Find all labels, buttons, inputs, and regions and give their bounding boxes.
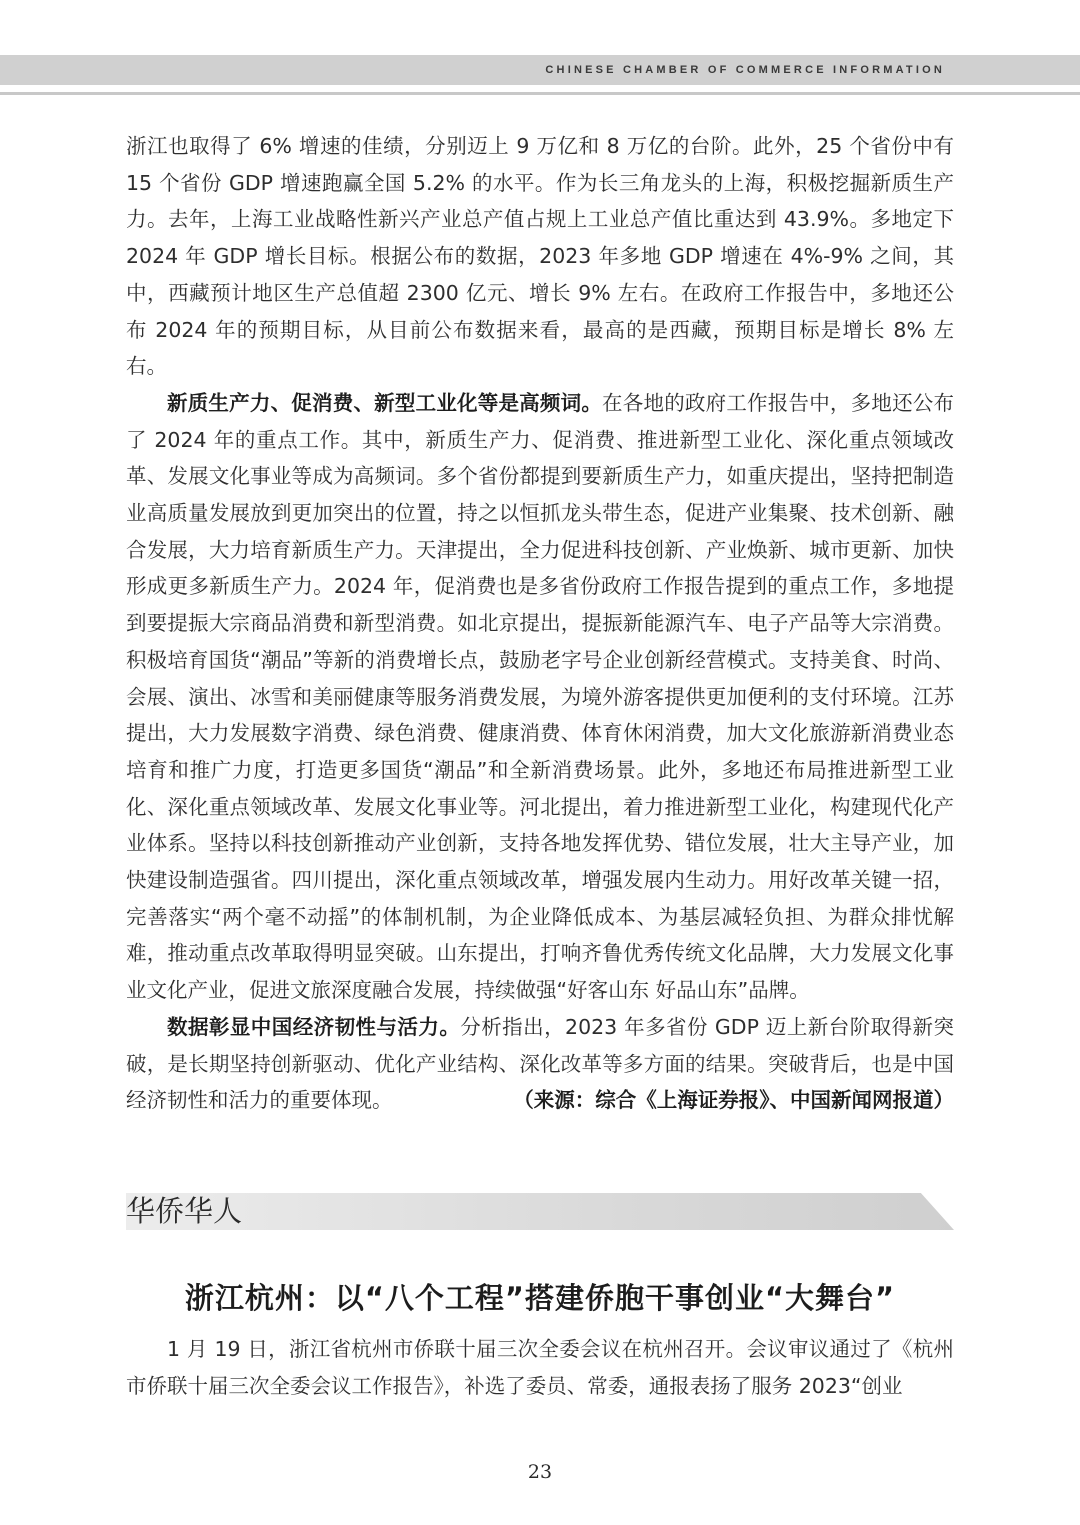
- paragraph: [126, 1009, 954, 1119]
- page-number: 23: [527, 1461, 553, 1483]
- source-citation: （来源：综合《上海证券报》、中国新闻网报道）: [513, 1088, 954, 1113]
- article-body: [126, 128, 954, 1119]
- paragraph: [126, 128, 954, 385]
- header-divider: [0, 92, 1080, 95]
- paragraph: [126, 1331, 954, 1404]
- running-header: CHINESE CHAMBER OF COMMERCE INFORMATION: [545, 64, 945, 76]
- article-body: [126, 1331, 954, 1404]
- paragraph-text: 浙江也取得了 6% 增速的佳绩，分别迈上 9 万亿和 8 万亿的台阶。此外，25 个省份中有 15 个省份 GDP 增速跑赢全国 5.2% 的水平。作为长三角龙头的上海，积极挖掘新质生产力。去年，上海工业战略性新兴产业总产值占规上工业总产值比重达到 43.9%。多地定下 2024 年 GDP 增长目标。根据公布的数据，2023 年多地 GDP 增速在 4%-9% 之间，其中，西藏预计地区生产总值超 2300 亿元、增长 9% 左右。在政府工作报告中，多地还公布 2024 年的预期目标，从目前公布数据来看，最高的是西藏，预期目标是增长 8% 左右。: [126, 134, 954, 379]
- paragraph-text: 分析指出，2023 年多省份 GDP 迈上新台阶取得新突破，是长期坚持创新驱动、优化产业结构、深化改革等多方面的结果。突破背后，也是中国经济韧性和活力的重要体现。: [126, 1014, 954, 1113]
- paragraph-lead: 数据彰显中国经济韧性与活力。: [167, 1014, 461, 1039]
- section-title: 华侨华人: [126, 1194, 243, 1228]
- paragraph-text: 在各地的政府工作报告中，多地还公布了 2024 年的重点工作。其中，新质生产力、促消费、推进新型工业化、深化重点领域改革、发展文化事业等成为高频词。多个省份都提到要新质生产力，如重庆提出，坚持把制造业高质量发展放到更加突出的位置，持之以恒抓龙头带生态，促进产业集聚、技术创新、融合发展，大力培育新质生产力。天津提出，全力促进科技创新、产业焕新、城市更新、加快形成更多新质生产力。2024 年，促消费也是多省份政府工作报告提到的重点工作，多地提到要提振大宗商品消费和新型消费。如北京提出，提振新能源汽车、电子产品等大宗消费。积极培育国货“潮品”等新的消费增长点，鼓励老字号企业创新经营模式。支持美食、时尚、会展、演出、冰雪和美丽健康等服务消费发展，为境外游客提供更加便利的支付环境。江苏提出，大力发展数字消费、绿色消费、健康消费、体育休闲消费，加大文化旅游新消费业态培育和推广力度，打造更多国货“潮品”和全新消费场景。此外，多地还布局推进新型工业化、深化重点领域改革、发展文化事业等。河北提出，着力推进新型工业化，构建现代化产业体系。坚持以科技创新推动产业创新，支持各地发挥优势、错位发展，壮大主导产业，加快建设制造强省。四川提出，深化重点领域改革，增强发展内生动力。用好改革关键一招，完善落实“两个毫不动摇”的体制机制，为企业降低成本、为基层减轻负担、为群众排忧解难，推动重点改革取得明显突破。山东提出，打响齐鲁优秀传统文化品牌，大力发展文化事业文化产业，促进文旅深度融合发展，持续做强“好客山东 好品山东”品牌。: [126, 390, 955, 1003]
- section-banner: [126, 1193, 954, 1230]
- paragraph: [126, 385, 954, 1009]
- paragraph-lead: 新质生产力、促消费、新型工业化等是高频词。: [167, 390, 603, 415]
- paragraph-text: 1 月 19 日，浙江省杭州市侨联十届三次全委会议在杭州召开。会议审议通过了《杭州市侨联十届三次全委会议工作报告》，补选了委员、常委，通报表扬了服务 2023“创业: [126, 1337, 954, 1398]
- article-title: 浙江杭州：以“八个工程”搭建侨胞干事创业“大舞台”: [184, 1281, 896, 1315]
